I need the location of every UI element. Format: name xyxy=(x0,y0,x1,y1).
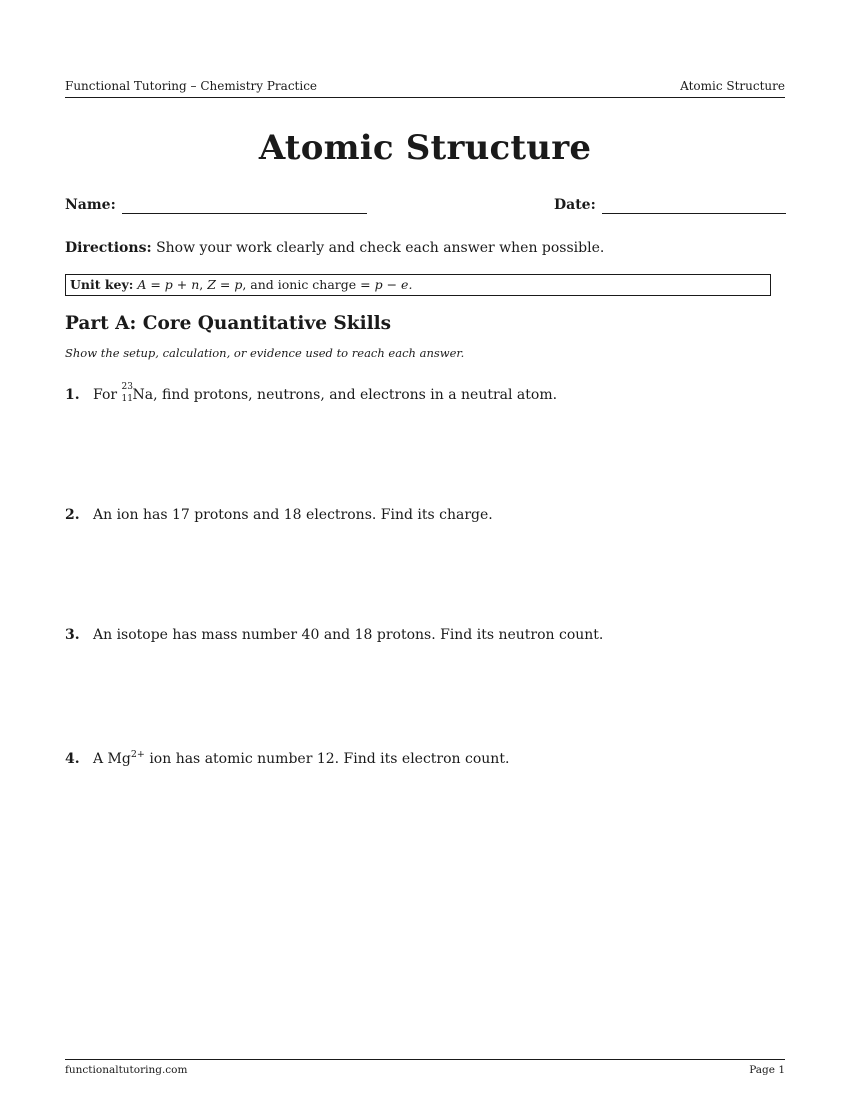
directions-label: Directions: xyxy=(65,240,152,256)
unit-key-box: Unit key: A = p + n, Z = p, and ionic charge = p − e. xyxy=(65,274,771,296)
unit-key-formula-mass: A = p + n xyxy=(137,277,200,292)
footer-website: functionaltutoring.com xyxy=(65,1064,188,1076)
question-rest: ion has atomic number 12. Find its electron count. xyxy=(144,751,510,767)
question-text: An isotope has mass number 40 and 18 protons. Find its neutron count. xyxy=(93,627,604,643)
page-header xyxy=(65,78,785,98)
student-info-row xyxy=(65,196,785,216)
question-number: 2. xyxy=(65,507,80,523)
page-title: Atomic Structure xyxy=(258,128,592,168)
footer-page-number: Page 1 xyxy=(749,1064,785,1076)
name-field[interactable] xyxy=(65,196,367,214)
question-prefix: For xyxy=(93,387,118,403)
question-number: 4. xyxy=(65,751,80,767)
directions-text: Show your work clearly and check each answer when possible. xyxy=(156,240,605,256)
element-symbol: Na xyxy=(132,387,154,403)
question-rest: , find protons, neutrons, and electrons in a neutral atom. xyxy=(153,387,558,403)
worksheet-page xyxy=(65,0,785,1100)
ion-charge: 2+ xyxy=(130,749,145,760)
header-topic: Atomic Structure xyxy=(680,79,785,93)
question-text xyxy=(93,750,509,768)
date-field[interactable] xyxy=(554,196,786,214)
date-blank-line[interactable] xyxy=(602,199,786,214)
question-text xyxy=(93,382,558,404)
question-prefix: A Mg xyxy=(93,751,131,767)
question-text: An ion has 17 protons and 18 electrons. Find its charge. xyxy=(93,507,493,523)
atomic-number: 11 xyxy=(121,394,133,404)
name-label: Name: xyxy=(65,197,116,213)
directions xyxy=(65,239,604,257)
question-number: 3. xyxy=(65,627,80,643)
name-blank-line[interactable] xyxy=(122,199,367,214)
part-a-title: Part A: Core Quantitative Skills xyxy=(65,313,392,334)
date-label: Date: xyxy=(554,197,596,213)
header-course-title: Functional Tutoring – Chemistry Practice xyxy=(65,79,318,93)
nuclide-notation xyxy=(121,382,133,404)
page-footer xyxy=(65,1059,785,1076)
unit-key-formula-atomic: Z = p xyxy=(207,277,243,292)
part-a-subtitle: Show the setup, calculation, or evidence used to reach each answer. xyxy=(65,346,465,360)
unit-key-formula-charge: = p − e. xyxy=(360,277,413,292)
unit-key-connector: , and ionic charge xyxy=(242,277,357,292)
mass-number: 23 xyxy=(121,382,133,392)
question-number: 1. xyxy=(65,387,80,403)
unit-key-label: Unit key: xyxy=(70,277,134,292)
